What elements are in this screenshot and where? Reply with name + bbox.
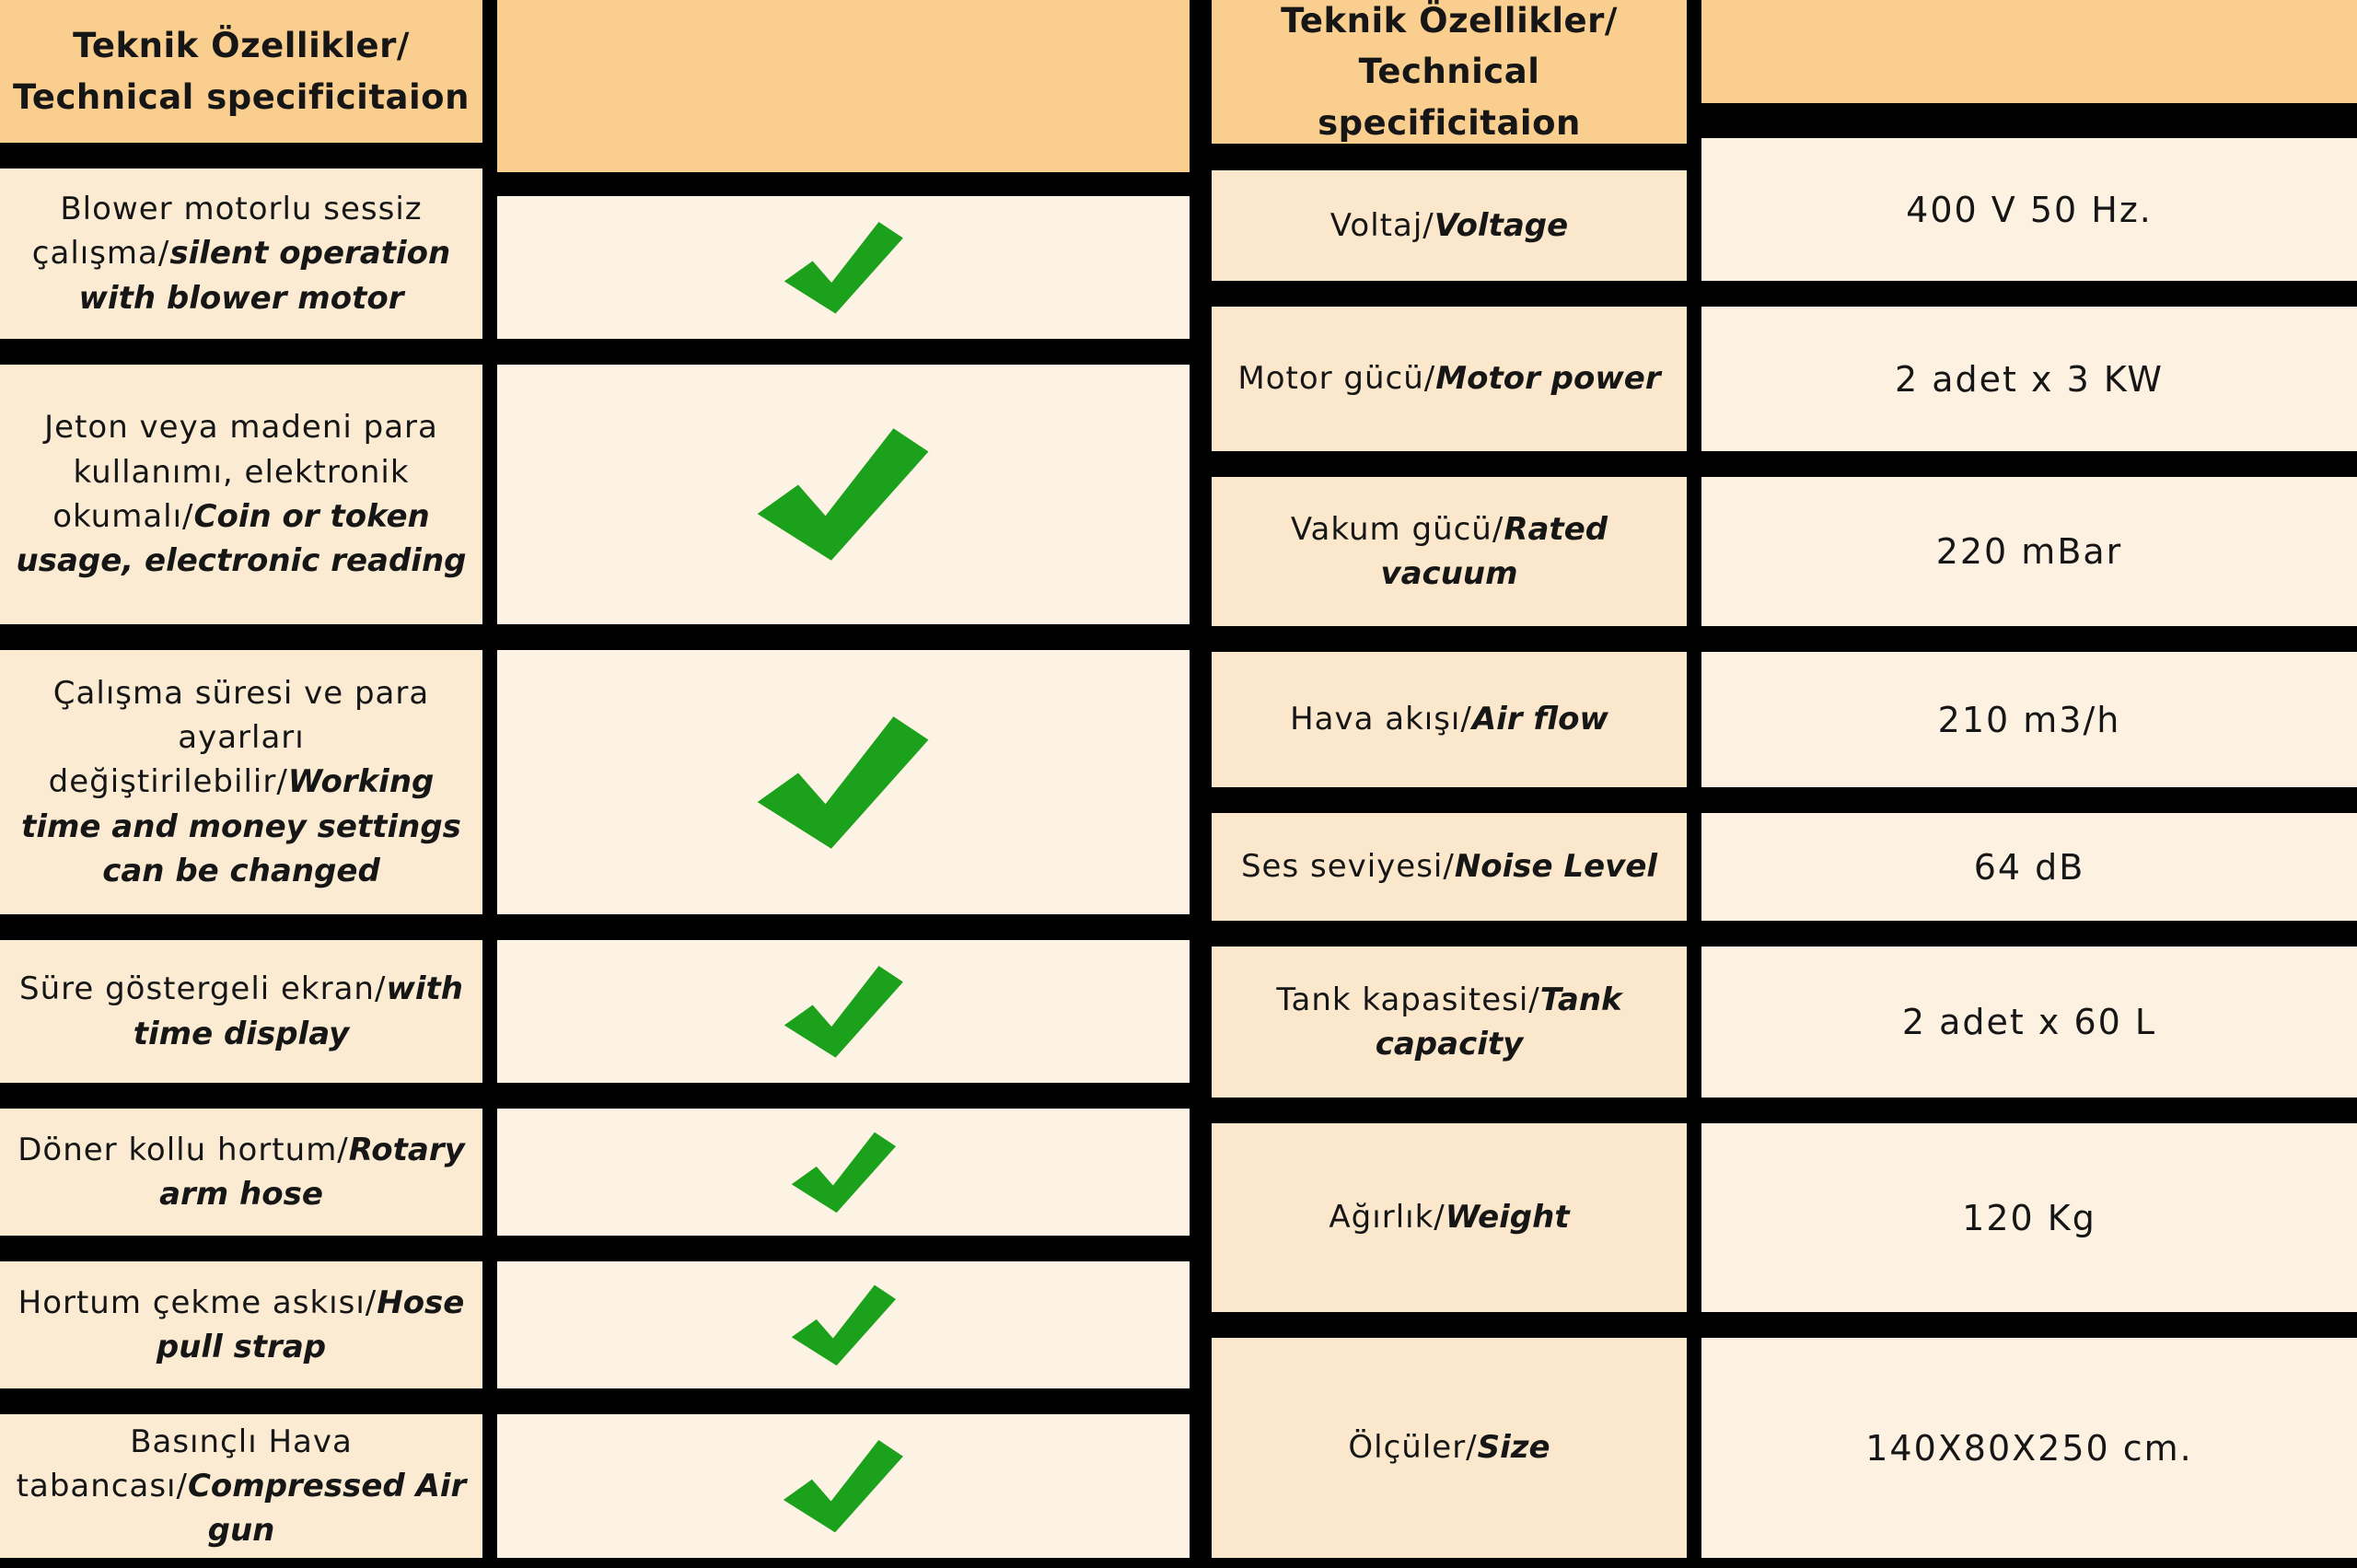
header-line-2: Technical specificitaion: [13, 76, 470, 117]
check-icon: [776, 963, 911, 1061]
spec-value-text: 2 adet x 60 L: [1901, 1002, 2157, 1042]
spec-label-tank-capacity: [1212, 947, 1687, 1098]
spec-value-text: 140X80X250 cm.: [1865, 1427, 2193, 1469]
feature-label-tr: Blower motorlu sessiz çalışma/: [31, 191, 423, 273]
feature-label-en: with time display: [133, 970, 463, 1052]
check-icon: [746, 424, 940, 564]
spec-label-noise-level: [1212, 813, 1687, 921]
feature-label-tr: Hortum çekme askısı/: [17, 1283, 377, 1321]
left-table-label-column: [0, 0, 482, 1558]
spec-value-air-flow: [1701, 652, 2357, 787]
check-cell: [497, 1261, 1190, 1388]
spec-label-en: Voltage: [1434, 206, 1569, 244]
spec-label-tr: Ağırlık/: [1329, 1199, 1446, 1237]
feature-label-en: Compressed Air gun: [187, 1467, 467, 1550]
spec-value-weight: [1701, 1123, 2357, 1312]
spec-label-size: [1212, 1338, 1687, 1558]
spec-label-tr: Tank kapasitesi/: [1276, 981, 1540, 1018]
spec-label-en: Size: [1477, 1429, 1550, 1467]
spec-label-en: Motor power: [1435, 360, 1661, 398]
spec-label-tr: Vakum gücü/: [1290, 510, 1504, 548]
feature-label-tr: Döner kollu hortum/: [17, 1131, 349, 1168]
check-cell: [497, 1414, 1190, 1558]
check-cell: [497, 365, 1190, 624]
check-icon: [784, 1130, 903, 1215]
spec-label-rated-vacuum: [1212, 477, 1687, 626]
header-line-2: Technical specificitaion: [1318, 52, 1581, 143]
header-line-1: Teknik Özellikler/: [1281, 0, 1618, 41]
right-table-value-column: [1701, 0, 2357, 1558]
feature-label-en: Hose pull strap: [156, 1283, 465, 1365]
check-column-header-empty: [497, 0, 1190, 172]
feature-label-air-gun: [0, 1414, 482, 1558]
spec-label-tr: Ses seviyesi/: [1240, 848, 1455, 886]
header-line-1: Teknik Özellikler/: [73, 26, 410, 65]
spec-label-tr: Motor gücü/: [1237, 360, 1436, 398]
feature-label-blower: [0, 168, 482, 339]
feature-label-tr: Çalışma süresi ve para ayarları değiştirilebilir/: [48, 674, 430, 801]
check-icon: [776, 219, 911, 317]
feature-label-pull-strap: [0, 1261, 482, 1388]
spec-value-text: 400 V 50 Hz.: [1906, 189, 2153, 230]
spec-value-motor-power: [1701, 307, 2357, 451]
feature-label-en: Working time and money settings can be changed: [21, 763, 461, 889]
check-cell: [497, 650, 1190, 914]
feature-label-coin: [0, 365, 482, 624]
spec-label-air-flow: [1212, 652, 1687, 787]
spec-label-voltage: [1212, 170, 1687, 281]
spec-value-size: [1701, 1338, 2357, 1558]
check-icon: [775, 1437, 911, 1535]
right-table-header: [1212, 0, 1687, 144]
spec-label-en: Air flow: [1471, 701, 1608, 738]
feature-label-tr: Jeton veya madeni para kullanımı, elektronik okumalı/: [44, 409, 438, 535]
spec-label-tr: Voltaj/: [1329, 206, 1434, 244]
check-cell: [497, 196, 1190, 339]
feature-label-tr: Basınçlı Hava tabancası/: [16, 1423, 353, 1504]
spec-value-text: 64 dB: [1973, 846, 2085, 888]
feature-label-settings: [0, 650, 482, 914]
feature-label-en: Coin or token usage, electronic reading: [16, 498, 467, 580]
check-icon: [746, 713, 940, 853]
spec-value-text: 2 adet x 3 KW: [1895, 358, 2164, 400]
spec-label-en: Noise Level: [1454, 848, 1658, 886]
feature-label-rotary-arm: [0, 1109, 482, 1236]
check-cell: [497, 1109, 1190, 1236]
value-column-header-empty: [1701, 0, 2357, 103]
feature-label-tr: Süre göstergeli ekran/: [19, 970, 387, 1008]
feature-label-en: Rotary arm hose: [159, 1131, 465, 1213]
spec-value-voltage: [1701, 138, 2357, 281]
spec-value-text: 120 Kg: [1962, 1197, 2096, 1238]
spec-label-en: Rated vacuum: [1380, 510, 1608, 592]
spec-value-noise-level: [1701, 813, 2357, 921]
spec-label-en: Weight: [1445, 1199, 1570, 1237]
spec-label-en: Tank capacity: [1375, 981, 1622, 1063]
spec-label-motor-power: [1212, 307, 1687, 451]
spec-value-text: 220 mBar: [1935, 531, 2123, 572]
spec-label-weight: [1212, 1123, 1687, 1312]
spec-value-text: 210 m3/h: [1937, 699, 2121, 740]
spec-value-rated-vacuum: [1701, 477, 2357, 626]
check-cell: [497, 940, 1190, 1083]
spec-value-tank-capacity: [1701, 947, 2357, 1098]
check-icon: [784, 1283, 903, 1368]
left-table-check-column: [497, 0, 1190, 1558]
left-table-header: [0, 0, 482, 143]
feature-label-display: [0, 940, 482, 1083]
spec-label-tr: Ölçüler/: [1348, 1429, 1478, 1467]
spec-label-tr: Hava akışı/: [1290, 701, 1472, 738]
right-table-label-column: [1212, 0, 1687, 1558]
feature-label-en: silent operation with blower motor: [78, 235, 451, 317]
